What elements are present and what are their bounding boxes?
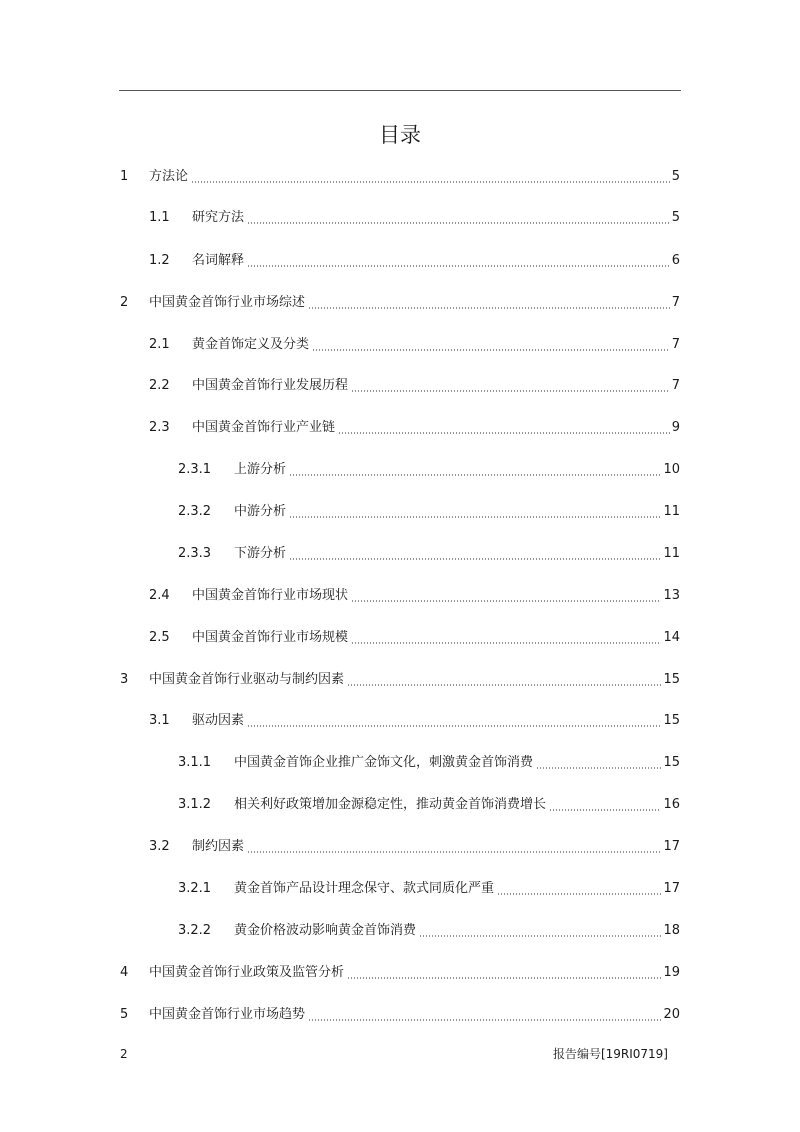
toc-entry-number: 2.3.2 [178, 504, 212, 519]
toc-dot-leader [338, 432, 670, 434]
toc-dot-leader [351, 600, 661, 602]
toc-entry-page: 5 [671, 169, 680, 184]
toc-entry-page: 9 [671, 420, 680, 435]
toc-entry-page: 11 [663, 546, 680, 561]
toc-entry-number: 3.2.1 [178, 881, 212, 896]
toc-entry[interactable] [120, 962, 680, 984]
toc-entry-page: 18 [663, 923, 680, 938]
toc-dot-leader [497, 893, 661, 895]
toc-dot-leader [308, 307, 670, 309]
toc-entry-page: 6 [671, 253, 680, 268]
toc-entry-label: 黄金价格波动影响黄金首饰消费 [234, 923, 417, 938]
toc-entry[interactable] [178, 459, 680, 481]
toc-entry-page: 14 [663, 630, 680, 645]
toc-dot-leader [536, 767, 661, 769]
toc-dot-leader [351, 390, 670, 392]
toc-entry-number: 2.3.3 [178, 546, 212, 561]
toc-dot-leader [419, 935, 661, 937]
toc-entry-label: 中国黄金首饰行业市场规模 [192, 630, 349, 645]
toc-entry-page: 5 [671, 210, 680, 225]
toc-entry-page: 19 [663, 965, 680, 980]
header-rule [119, 90, 681, 91]
toc-entry-page: 13 [663, 588, 680, 603]
toc-entry-number: 3 [120, 672, 129, 687]
toc-dot-leader [549, 809, 661, 811]
toc-entry[interactable] [120, 166, 680, 188]
toc-entry-label: 黄金首饰定义及分类 [192, 337, 310, 352]
toc-entry-number: 3.1 [149, 713, 170, 728]
toc-dot-leader [289, 516, 661, 518]
toc-entry-label: 中国黄金首饰行业发展历程 [192, 378, 349, 393]
toc-entry-number: 1.1 [149, 210, 170, 225]
toc-dot-leader [312, 349, 670, 351]
toc-entry[interactable] [149, 375, 680, 397]
toc-dot-leader [247, 222, 670, 224]
toc-entry[interactable] [149, 207, 680, 229]
toc-entry-number: 2.5 [149, 630, 170, 645]
toc-entry-label: 黄金首饰产品设计理念保守、款式同质化严重 [234, 881, 495, 896]
toc-entry[interactable] [149, 334, 680, 356]
toc-entry-page: 7 [671, 378, 680, 393]
toc-entry-page: 17 [663, 881, 680, 896]
toc-entry-number: 2.4 [149, 588, 170, 603]
toc-entry-label: 驱动因素 [192, 713, 245, 728]
toc-entry-label: 中国黄金首饰行业产业链 [192, 420, 336, 435]
toc-entry-page: 20 [663, 1007, 680, 1022]
toc-entry-label: 方法论 [149, 169, 189, 184]
toc-entry[interactable] [178, 501, 680, 523]
toc-entry[interactable] [149, 585, 680, 607]
toc-entry-number: 1.2 [149, 253, 170, 268]
toc-entry[interactable] [120, 292, 680, 314]
toc-entry-number: 2.3 [149, 420, 170, 435]
toc-entry-page: 15 [663, 672, 680, 687]
toc-entry-page: 7 [671, 337, 680, 352]
toc-entry-page: 15 [663, 713, 680, 728]
toc-entry[interactable] [149, 250, 680, 272]
toc-dot-leader [247, 265, 670, 267]
toc-entry-number: 2.2 [149, 378, 170, 393]
toc-entry-number: 3.1.2 [178, 797, 212, 812]
toc-entry[interactable] [149, 627, 680, 649]
toc-entry-label: 制约因素 [192, 839, 245, 854]
toc-entry[interactable] [149, 836, 680, 858]
toc-dot-leader [351, 642, 661, 644]
toc-dot-leader [191, 181, 670, 183]
toc-entry-number: 5 [120, 1007, 129, 1022]
toc-entry-number: 2.1 [149, 337, 170, 352]
toc-dot-leader [347, 684, 661, 686]
footer-report-id: 报告编号[19RI0719] [552, 1047, 668, 1061]
toc-entry-number: 2 [120, 295, 129, 310]
toc-dot-leader [247, 851, 661, 853]
toc-entry[interactable] [149, 417, 680, 439]
toc-entry-label: 中国黄金首饰行业市场综述 [149, 295, 306, 310]
toc-entry-number: 3.1.1 [178, 755, 212, 770]
toc-entry[interactable] [178, 878, 680, 900]
toc-entry[interactable] [120, 669, 680, 691]
toc-entry-number: 4 [120, 965, 129, 980]
toc-entry-label: 中游分析 [234, 504, 287, 519]
toc-entry-label: 名词解释 [192, 253, 245, 268]
toc-entry-number: 1 [120, 169, 129, 184]
toc-dot-leader [289, 474, 661, 476]
toc-entry-label: 中国黄金首饰企业推广金饰文化，刺激黄金首饰消费 [234, 755, 534, 770]
toc-entry-page: 10 [663, 462, 680, 477]
toc-entry[interactable] [149, 710, 680, 732]
toc-entry-label: 上游分析 [234, 462, 287, 477]
toc-entry-page: 11 [663, 504, 680, 519]
toc-entry[interactable] [178, 543, 680, 565]
page-title: 目录 [379, 123, 421, 147]
toc-dot-leader [347, 977, 661, 979]
toc-dot-leader [247, 725, 661, 727]
toc-entry-label: 相关利好政策增加金源稳定性，推动黄金首饰消费增长 [234, 797, 547, 812]
toc-entry-label: 下游分析 [234, 546, 287, 561]
toc-entry-label: 中国黄金首饰行业市场趋势 [149, 1007, 306, 1022]
toc-entry-number: 2.3.1 [178, 462, 212, 477]
toc-entry-label: 研究方法 [192, 210, 245, 225]
toc-entry[interactable] [178, 794, 680, 816]
toc-entry-number: 3.2 [149, 839, 170, 854]
toc-entry-page: 16 [663, 797, 680, 812]
toc-dot-leader [308, 1019, 661, 1021]
toc-entry-label: 中国黄金首饰行业市场现状 [192, 588, 349, 603]
toc-dot-leader [289, 558, 661, 560]
toc-entry-page: 7 [671, 295, 680, 310]
toc-entry-label: 中国黄金首饰行业政策及监管分析 [149, 965, 345, 980]
footer-page-number: 2 [120, 1047, 128, 1061]
toc-entry-page: 17 [663, 839, 680, 854]
toc-entry[interactable] [178, 920, 680, 942]
toc-entry-page: 15 [663, 755, 680, 770]
toc-entry[interactable] [178, 752, 680, 774]
toc-entry-label: 中国黄金首饰行业驱动与制约因素 [149, 672, 345, 687]
toc-entry[interactable] [120, 1004, 680, 1026]
toc-entry-number: 3.2.2 [178, 923, 212, 938]
